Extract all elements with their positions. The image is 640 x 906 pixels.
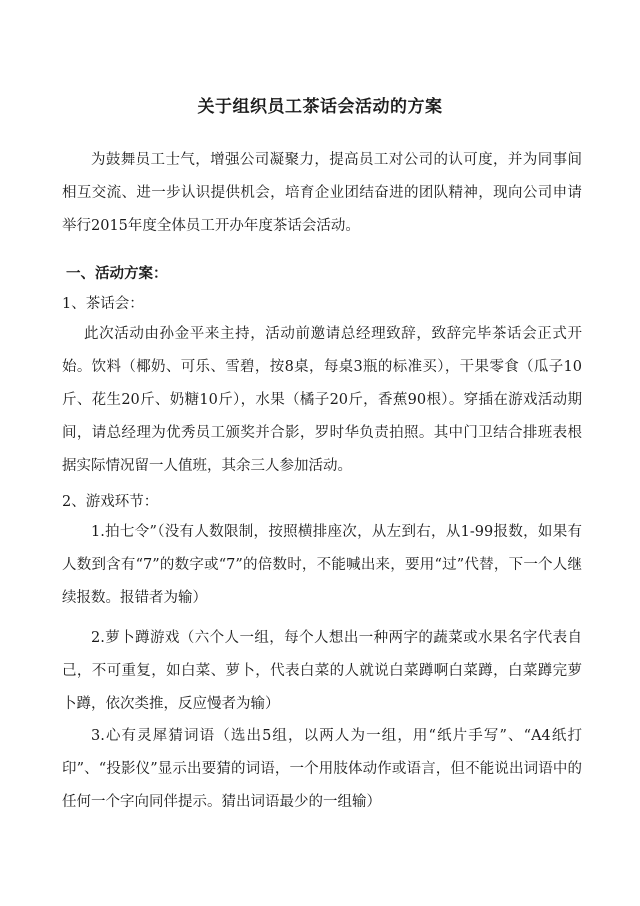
game1-paragraph: 1.拍七令”（没有人数限制，按照横排座次，从左到右，从1-99报数，如果有人数到含有“7”的数字或“7”的倍数时，不能喊出来，要用“过”代替，下一个人继续报数。报错者为输） xyxy=(62,524,582,606)
item1-heading: 1、茶话会： xyxy=(62,296,144,312)
section1-heading: 一、活动方案： xyxy=(66,266,168,282)
game3-paragraph: 3.心有灵犀猜词语（选出5组，以两人为一组，用“纸片手写”、“A4纸打印”、“投影仪”显示出要猜的词语，一个用肢体动作或语言，但不能说出词语中的任何一个字向同伴提示。猜出词语最少的一组输） xyxy=(62,728,582,810)
document-title: 关于组织员工茶话会活动的方案 xyxy=(197,97,443,117)
intro-paragraph: 为鼓舞员工士气，增强公司凝聚力，提高员工对公司的认可度，并为同事间相互交流、进一步认识提供机会，培育企业团结奋进的团队精神，现向公司申请举行2015年度全体员工开办年度茶话会活动。 xyxy=(62,152,582,234)
game2-paragraph: 2.萝卜蹲游戏（六个人一组，每个人想出一种两字的蔬菜或水果名字代表自己，不可重复，如白菜、萝卜，代表白菜的人就说白菜蹲啊白菜蹲，白菜蹲完萝卜蹲，依次类推，反应慢者为输） xyxy=(62,630,582,712)
item1-body: 此次活动由孙金平来主持，活动前邀请总经理致辞，致辞完毕茶话会正式开始。饮料（椰奶、可乐、雪碧，按8桌，每桌3瓶的标准买），干果零食（瓜子10斤、花生20斤、奶糖10斤），水果（橘子20斤，香蕉90根）。穿插在游戏活动期间，请总经理为优秀员工颁奖并合影，罗时华负责拍照。其中门卫结合排班表根据实际情况留一人值班，其余三人参加活动。 xyxy=(62,326,582,474)
item2-heading: 2、游戏环节： xyxy=(62,494,159,510)
